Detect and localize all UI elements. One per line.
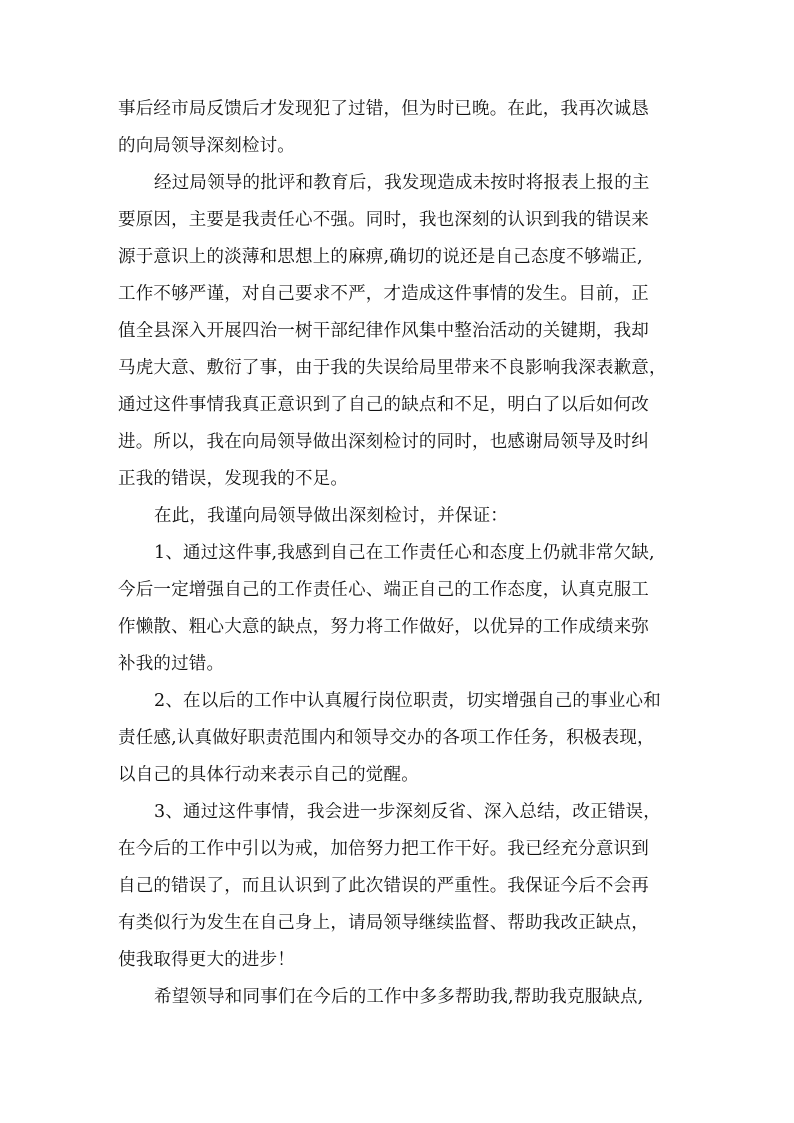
text-line-3: 经过局领导的批评和教育后，我发现造成未按时将报表上报的主 [154, 173, 650, 193]
text-line-13: 1、通过这件事,我感到自己在工作责任心和态度上仍就非常欠缺, [154, 543, 655, 563]
text-line-5: 源于意识上的淡薄和思想上的麻痹,确切的说还是自己态度不够端正, [118, 247, 643, 267]
text-line-25: 希望领导和同事们在今后的工作中多多帮助我,帮助我克服缺点, [154, 987, 644, 1007]
document-body [118, 91, 680, 1016]
text-line-2: 的向局领导深刻检讨。 [118, 136, 295, 156]
text-line-18: 责任感,认真做好职责范围内和领导交办的各项工作任务，积极表现， [118, 728, 655, 748]
text-line-19: 以自己的具体行动来表示自己的觉醒。 [118, 765, 419, 785]
text-line-22: 自己的错误了，而且认识到了此次错误的严重性。我保证今后不会再 [118, 876, 649, 896]
text-line-9: 通过这件事情我真正意识到了自己的缺点和不足，明白了以后如何改 [118, 395, 649, 415]
text-line-17: 2、在以后的工作中认真履行岗位职责，切实增强自己的事业心和 [154, 691, 661, 711]
text-line-7: 值全县深入开展四治一树干部纪律作风集中整治活动的关键期，我却 [118, 321, 649, 341]
text-line-14: 今后一定增强自己的工作责任心、端正自己的工作态度，认真克服工 [118, 580, 649, 600]
text-line-1: 事后经市局反馈后才发现犯了过错，但为时已晚。在此，我再次诚恳 [118, 99, 649, 119]
text-line-8: 马虎大意、敷衍了事，由于我的失误给局里带来不良影响我深表歉意， [118, 358, 667, 378]
text-line-4: 要原因，主要是我责任心不强。同时，我也深刻的认识到我的错误来 [118, 210, 649, 230]
text-line-11: 正我的错误，发现我的不足。 [118, 469, 349, 489]
text-line-23: 有类似行为发生在自己身上，请局领导继续监督、帮助我改正缺点， [118, 913, 649, 933]
text-line-21: 在今后的工作中引以为戒，加倍努力把工作干好。我已经充分意识到 [118, 839, 649, 859]
text-line-20: 3、通过这件事情，我会进一步深刻反省、深入总结，改正错误， [154, 802, 661, 822]
text-line-10: 进。所以，我在向局领导做出深刻检讨的同时，也感谢局领导及时纠 [118, 432, 649, 452]
text-line-12: 在此，我谨向局领导做出深刻检讨，并保证： [154, 506, 508, 526]
text-line-15: 作懒散、粗心大意的缺点，努力将工作做好，以优异的工作成绩来弥 [118, 617, 649, 637]
text-line-16: 补我的过错。 [118, 654, 225, 674]
text-line-24: 使我取得更大的进步！ [118, 950, 295, 970]
text-line-6: 工作不够严谨，对自己要求不严，才造成这件事情的发生。目前，正 [118, 284, 649, 304]
